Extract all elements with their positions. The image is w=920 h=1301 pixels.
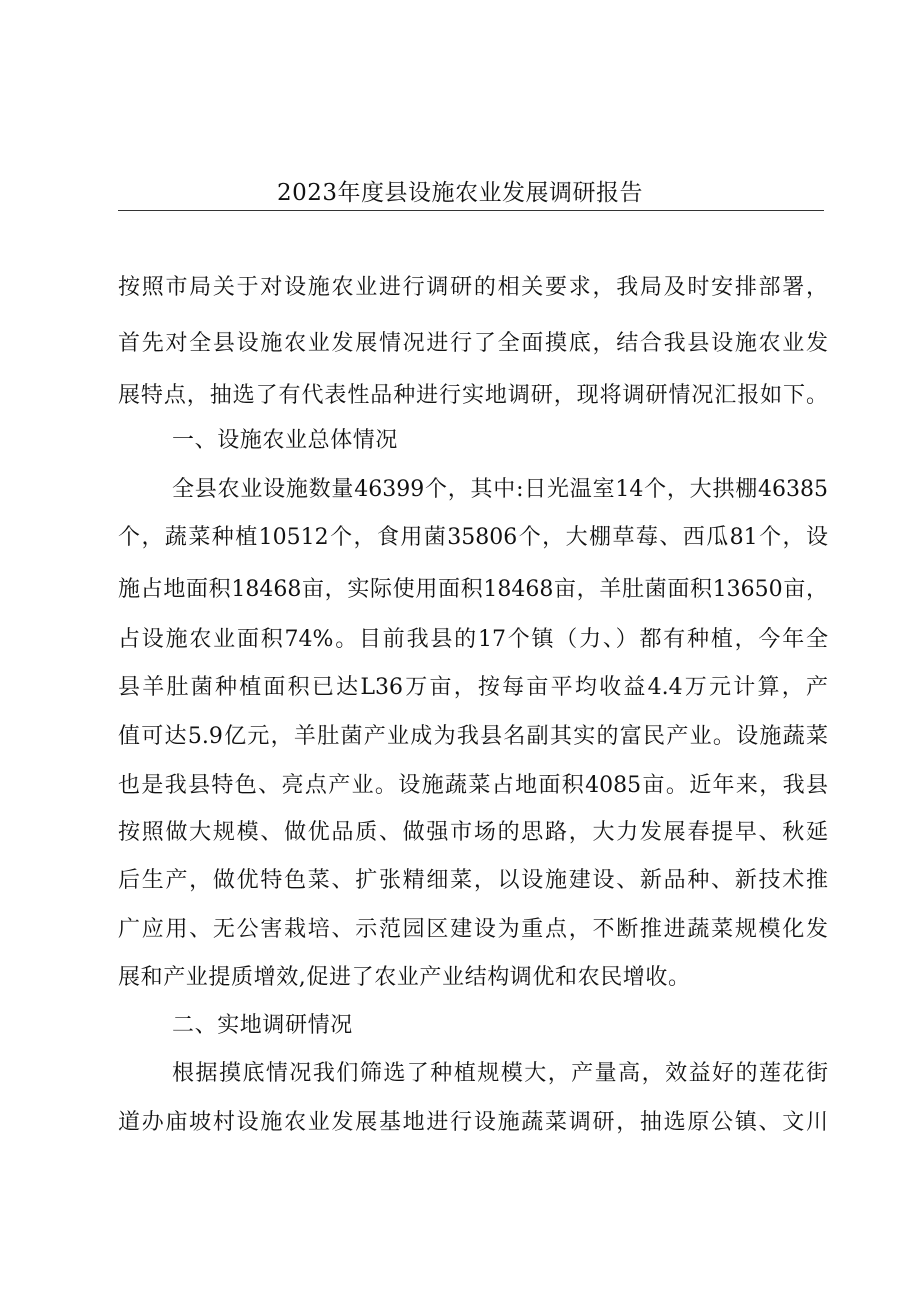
paragraph-line-11: 也是我县特色、亮点产业。设施蔬菜占地面积4085亩。近年来，我县 <box>118 773 828 798</box>
paragraph-line-9: 县羊肚菌种植面积已达L36万亩，按每亩平均收益4.4万元计算，产 <box>118 675 828 700</box>
paragraph-line-10: 值可达5.9亿元，羊肚菌产业成为我县名副其实的富民产业。设施蔬菜 <box>118 724 828 749</box>
page-title: 2023年度县设施农业发展调研报告 <box>276 180 644 206</box>
paragraph-line-8: 占设施农业面积74%。目前我县的17个镇（力、）都有种植，今年全 <box>118 627 828 652</box>
paragraph-line-2: 首先对全县设施农业发展情况进行了全面摸底，结合我县设施农业发 <box>118 331 828 356</box>
section-heading-1: 一、设施农业总体情况 <box>172 428 399 453</box>
paragraph-line-7: 施占地面积18468亩，实际使用面积18468亩，羊肚菌面积13650亩， <box>118 577 828 602</box>
paragraph-line-14: 广应用、无公害栽培、示范园区建设为重点，不断推进蔬菜规模化发 <box>118 917 828 942</box>
paragraph-line-12: 按照做大规模、做优品质、做强市场的思路，大力发展春提早、秋延 <box>118 820 828 845</box>
paragraph-line-6: 个，蔬菜种植10512个，食用菌35806个，大棚草莓、西瓜81个，设 <box>118 525 828 550</box>
title-underline <box>118 210 824 211</box>
paragraph-line-1: 按照市局关于对设施农业进行调研的相关要求，我局及时安排部署， <box>118 275 828 300</box>
paragraph-line-18: 道办庙坡村设施农业发展基地进行设施蔬菜调研，抽选原公镇、文川 <box>118 1110 828 1135</box>
paragraph-line-13: 后生产，做优特色菜、扩张精细菜，以设施建设、新品种、新技术推 <box>118 868 828 893</box>
paragraph-line-15: 展和产业提质增效,促进了农业产业结构调优和农民增收。 <box>118 965 691 990</box>
paragraph-line-5: 全县农业设施数量46399个，其中:日光温室14个，大拱棚46385 <box>172 477 828 502</box>
paragraph-line-17: 根据摸底情况我们筛选了种植规模大，产量高，效益好的莲花街 <box>172 1061 828 1086</box>
paragraph-line-3: 展特点，抽选了有代表性品种进行实地调研，现将调研情况汇报如下。 <box>118 383 828 408</box>
section-heading-2: 二、实地调研情况 <box>172 1013 353 1038</box>
